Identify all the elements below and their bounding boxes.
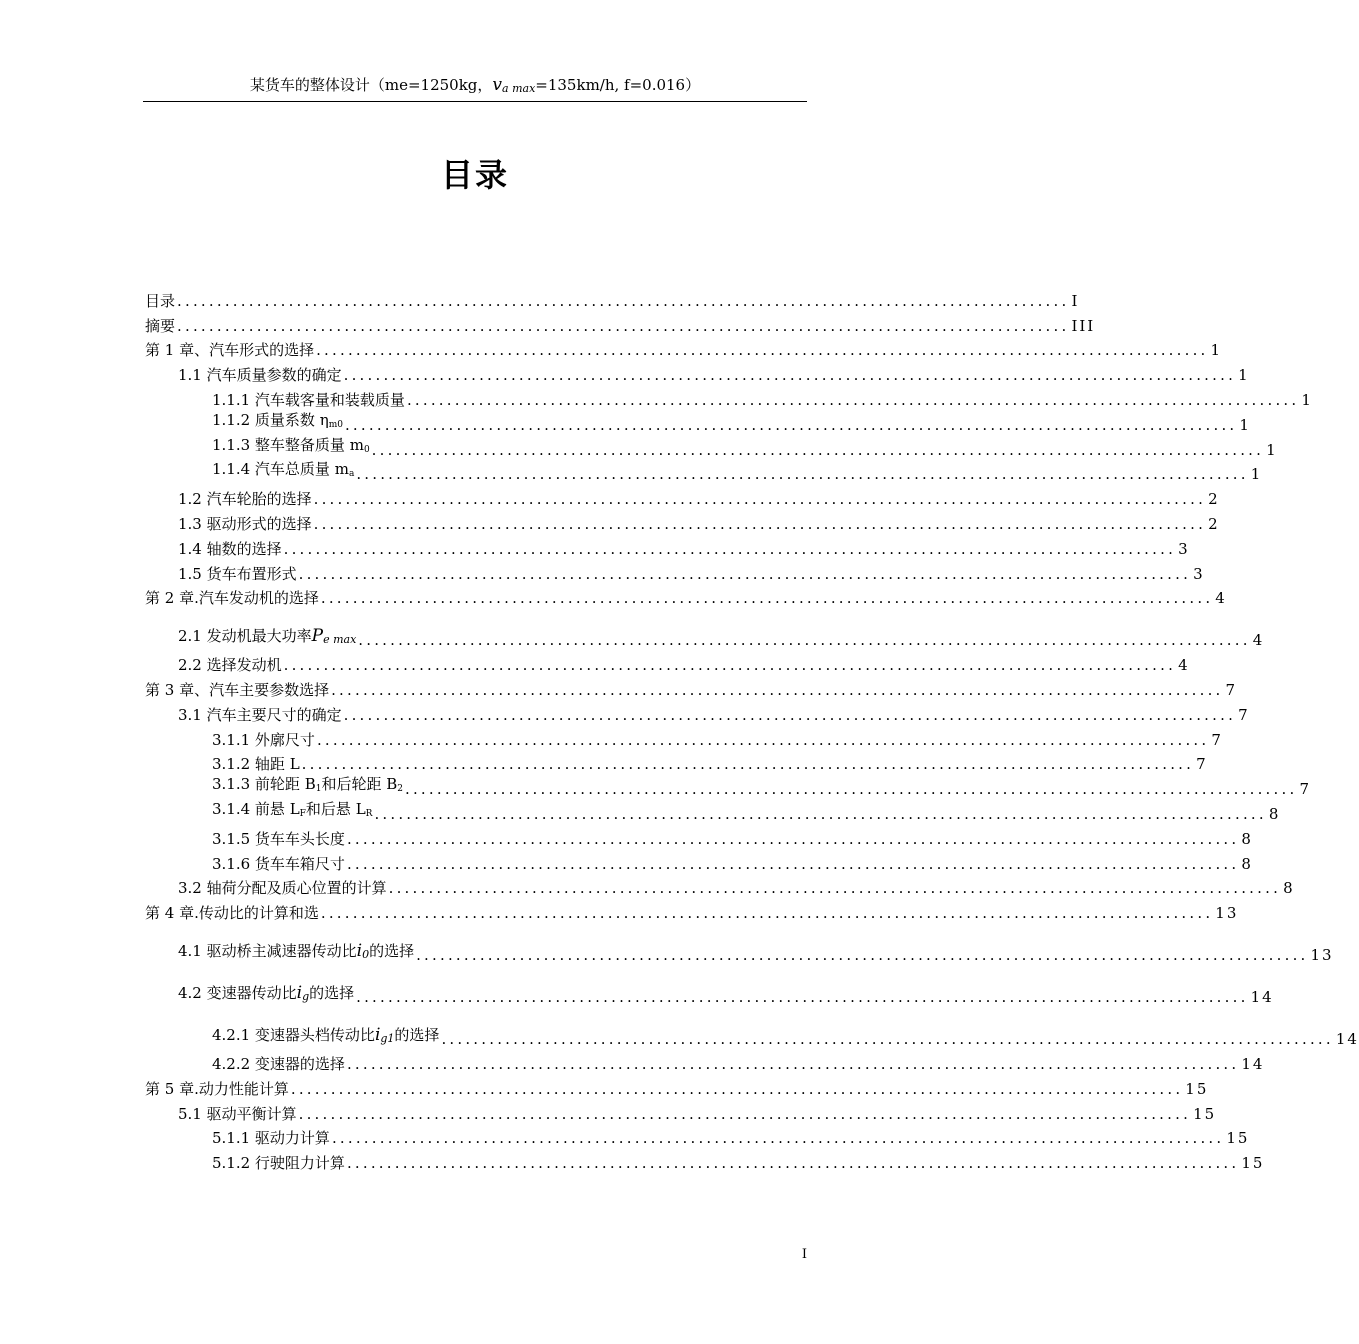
toc-entry[interactable] bbox=[145, 965, 1274, 1007]
header-rule bbox=[143, 101, 807, 102]
toc-page-number: 8 bbox=[1241, 854, 1253, 873]
toc-leader: ................................................................................................................ bbox=[388, 879, 1282, 898]
toc-entry[interactable] bbox=[145, 750, 1208, 775]
toc-entry-title: 3.1.5 货车车头长度 bbox=[212, 829, 345, 848]
toc-page-number: 1 bbox=[1238, 366, 1250, 385]
table-of-contents bbox=[145, 286, 1359, 1173]
toc-leader: ................................................................................................................ bbox=[405, 780, 1298, 799]
header-suffix: =135km/h, f=0.016） bbox=[535, 76, 701, 94]
toc-leader: ................................................................................................................ bbox=[441, 1030, 1334, 1049]
toc-page-number: 4 bbox=[1215, 589, 1227, 608]
page-number: I bbox=[801, 1247, 807, 1262]
toc-entry[interactable] bbox=[145, 410, 1251, 435]
toc-page-number: 7 bbox=[1225, 680, 1238, 699]
toc-page-number: 1 bbox=[1239, 415, 1251, 434]
toc-entry-title: 1.1.3 整车整备质量 $m_0$ bbox=[212, 435, 370, 455]
toc-entry-title: 4.2.1 变速器头档传动比ig1的选择 bbox=[212, 1025, 440, 1046]
toc-page-number: III bbox=[1071, 316, 1096, 335]
toc-entry-title: 3.1 汽车主要尺寸的确定 bbox=[178, 705, 342, 724]
running-header bbox=[143, 70, 807, 104]
toc-entry[interactable] bbox=[145, 849, 1253, 874]
toc-page-number: 1 bbox=[1266, 440, 1278, 459]
toc-leader: ................................................................................................................ bbox=[177, 316, 1070, 335]
toc-leader: ................................................................................................................ bbox=[346, 1154, 1240, 1173]
toc-page-number: 14 bbox=[1335, 1030, 1359, 1049]
toc-page-number: 15 bbox=[1226, 1129, 1250, 1148]
toc-page-number: 7 bbox=[1238, 705, 1250, 724]
toc-entry-title: 1.1.1 汽车载客量和装载质量 bbox=[212, 390, 405, 409]
toc-page-number: 15 bbox=[1241, 1154, 1265, 1173]
toc-entry[interactable] bbox=[145, 608, 1265, 650]
toc-page-number: 4 bbox=[1178, 656, 1190, 675]
toc-leader: ................................................................................................................ bbox=[298, 564, 1192, 583]
toc-entry-title: 第 1 章、汽车形式的选择 bbox=[145, 341, 315, 360]
toc-entry-title: 5.1.2 行驶阻力计算 bbox=[212, 1154, 345, 1173]
toc-leader: ................................................................................................................ bbox=[371, 440, 1265, 459]
toc-entry[interactable] bbox=[145, 1074, 1209, 1099]
toc-leader: ................................................................................................................ bbox=[290, 1079, 1184, 1098]
toc-entry[interactable] bbox=[145, 559, 1205, 584]
toc-leader: ................................................................................................................ bbox=[313, 490, 1207, 509]
toc-page-number: 4 bbox=[1252, 631, 1265, 650]
toc-leader: ................................................................................................................ bbox=[356, 988, 1249, 1007]
toc-page-number: 8 bbox=[1241, 829, 1253, 848]
toc-entry[interactable] bbox=[145, 1124, 1250, 1149]
toc-leader: ................................................................................................................ bbox=[316, 730, 1210, 749]
page-title: 目录 bbox=[440, 156, 509, 194]
toc-leader: ................................................................................................................ bbox=[343, 366, 1237, 385]
toc-entry-title: 3.1.1 外廓尺寸 bbox=[212, 730, 315, 749]
toc-entry[interactable] bbox=[145, 799, 1281, 824]
toc-entry-title: 4.1 驱动桥主减速器传动比i0的选择 bbox=[178, 941, 415, 962]
toc-page-number: 7 bbox=[1211, 730, 1223, 749]
toc-leader: ................................................................................................................ bbox=[358, 631, 1251, 650]
toc-entry-title: 第 3 章、汽车主要参数选择 bbox=[145, 680, 330, 699]
toc-leader: ................................................................................................................ bbox=[301, 755, 1195, 774]
toc-entry-title: 第 2 章.汽车发动机的选择 bbox=[145, 589, 319, 608]
toc-leader: ................................................................................................................ bbox=[331, 1129, 1225, 1148]
toc-entry-title: 3.1.2 轴距 L bbox=[212, 755, 300, 774]
toc-entry[interactable] bbox=[145, 675, 1238, 700]
toc-page-number: I bbox=[1071, 291, 1080, 310]
toc-leader: ................................................................................................................ bbox=[374, 804, 1267, 823]
toc-leader: ................................................................................................................ bbox=[316, 341, 1209, 360]
header-var-sub: a max bbox=[502, 82, 536, 95]
toc-entry-title: 第 5 章.动力性能计算 bbox=[145, 1079, 289, 1098]
toc-entry[interactable] bbox=[145, 1007, 1359, 1049]
toc-entry[interactable] bbox=[145, 725, 1223, 750]
toc-entry[interactable] bbox=[145, 874, 1295, 899]
toc-leader: ................................................................................................................ bbox=[177, 291, 1070, 310]
toc-entry[interactable] bbox=[145, 460, 1263, 485]
toc-entry-title: 3.1.6 货车车箱尺寸 bbox=[212, 854, 345, 873]
toc-page-number: 7 bbox=[1196, 755, 1208, 774]
toc-entry-title: 1.1.4 汽车总质量 $m_a$ bbox=[212, 460, 355, 480]
toc-entry-title: 3.1.3 前轮距 $B_1$和后轮距 $B_2$ bbox=[212, 775, 403, 795]
toc-entry-title: 5.1.1 驱动力计算 bbox=[212, 1129, 330, 1148]
toc-entry-title: 1.2 汽车轮胎的选择 bbox=[178, 490, 312, 509]
toc-leader: ................................................................................................................ bbox=[343, 705, 1237, 724]
toc-entry-title: 摘要 bbox=[145, 316, 176, 335]
toc-entry[interactable] bbox=[145, 311, 1096, 336]
toc-entry-title: 1.3 驱动形式的选择 bbox=[178, 514, 312, 533]
toc-leader: ................................................................................................................ bbox=[346, 1054, 1240, 1073]
toc-page-number: 14 bbox=[1250, 988, 1274, 1007]
toc-entry[interactable] bbox=[145, 509, 1220, 534]
toc-entry-title: 目录 bbox=[145, 291, 176, 310]
toc-entry[interactable] bbox=[145, 700, 1250, 725]
toc-page-number: 8 bbox=[1283, 879, 1295, 898]
toc-entry[interactable] bbox=[145, 385, 1313, 410]
toc-page-number: 7 bbox=[1299, 780, 1311, 799]
toc-leader: ................................................................................................................ bbox=[346, 854, 1240, 873]
toc-entry[interactable] bbox=[145, 1049, 1265, 1074]
toc-entry[interactable] bbox=[145, 1099, 1217, 1124]
toc-entry-title: 1.1.2 质量系数 $\eta_{m0}$ bbox=[212, 410, 343, 430]
toc-entry[interactable] bbox=[145, 286, 1080, 311]
toc-entry-title: 1.5 货车布置形式 bbox=[178, 564, 297, 583]
toc-page-number: 15 bbox=[1185, 1079, 1209, 1098]
toc-entry-title: 3.2 轴荷分配及质心位置的计算 bbox=[178, 879, 387, 898]
toc-page-number: 14 bbox=[1241, 1054, 1265, 1073]
toc-entry-title: 第 4 章.传动比的计算和选 bbox=[145, 904, 319, 923]
toc-leader: ................................................................................................................ bbox=[346, 829, 1240, 848]
toc-entry[interactable] bbox=[145, 898, 1239, 923]
toc-entry-title: 1.4 轴数的选择 bbox=[178, 539, 282, 558]
toc-entry[interactable] bbox=[145, 774, 1311, 799]
toc-leader: ................................................................................................................ bbox=[313, 514, 1207, 533]
toc-leader: ................................................................................................................ bbox=[298, 1104, 1192, 1123]
toc-entry[interactable] bbox=[145, 360, 1250, 385]
toc-leader: ................................................................................................................ bbox=[283, 656, 1177, 675]
toc-page-number: 3 bbox=[1193, 564, 1205, 583]
toc-leader: ................................................................................................................ bbox=[416, 946, 1309, 965]
toc-entry-title: 5.1 驱动平衡计算 bbox=[178, 1104, 297, 1123]
toc-page-number: 15 bbox=[1193, 1104, 1217, 1123]
toc-entry[interactable] bbox=[145, 824, 1253, 849]
toc-entry-title: 2.2 选择发动机 bbox=[178, 656, 282, 675]
toc-entry[interactable] bbox=[145, 534, 1190, 559]
toc-page-number: 3 bbox=[1178, 539, 1190, 558]
toc-page-number: 1 bbox=[1250, 465, 1263, 484]
toc-entry[interactable] bbox=[145, 650, 1190, 675]
toc-leader: ................................................................................................................ bbox=[331, 680, 1224, 699]
toc-leader: ................................................................................................................ bbox=[320, 904, 1214, 923]
toc-entry-title: 3.1.4 前悬 $L_F$和后悬 $L_R$ bbox=[212, 799, 373, 819]
toc-entry[interactable] bbox=[145, 484, 1220, 509]
toc-page-number: 2 bbox=[1208, 490, 1220, 509]
header-var: v bbox=[492, 75, 503, 95]
toc-leader: ................................................................................................................ bbox=[356, 465, 1249, 484]
toc-page-number: 1 bbox=[1301, 390, 1313, 409]
header-prefix: 某货车的整体设计（me=1250kg， bbox=[249, 76, 493, 94]
toc-leader: ................................................................................................................ bbox=[320, 589, 1214, 608]
toc-page-number: 8 bbox=[1268, 804, 1281, 823]
toc-leader: ................................................................................................................ bbox=[344, 415, 1238, 434]
toc-entry[interactable] bbox=[145, 336, 1223, 361]
toc-leader: ................................................................................................................ bbox=[406, 390, 1300, 409]
toc-page-number: 13 bbox=[1215, 904, 1239, 923]
toc-page-number: 1 bbox=[1210, 341, 1223, 360]
toc-page-number: 2 bbox=[1208, 514, 1220, 533]
toc-entry[interactable] bbox=[145, 923, 1334, 965]
toc-page-number: 13 bbox=[1310, 946, 1334, 965]
toc-entry-title: 4.2.2 变速器的选择 bbox=[212, 1054, 345, 1073]
toc-entry-title: 1.1 汽车质量参数的确定 bbox=[178, 366, 342, 385]
toc-entry[interactable] bbox=[145, 584, 1227, 609]
toc-entry[interactable] bbox=[145, 435, 1278, 460]
toc-entry-title: 4.2 变速器传动比ig的选择 bbox=[178, 983, 355, 1004]
toc-entry[interactable] bbox=[145, 1148, 1265, 1173]
toc-leader: ................................................................................................................ bbox=[283, 539, 1177, 558]
toc-entry-title: 2.1 发动机最大功率Pe max bbox=[178, 626, 357, 647]
